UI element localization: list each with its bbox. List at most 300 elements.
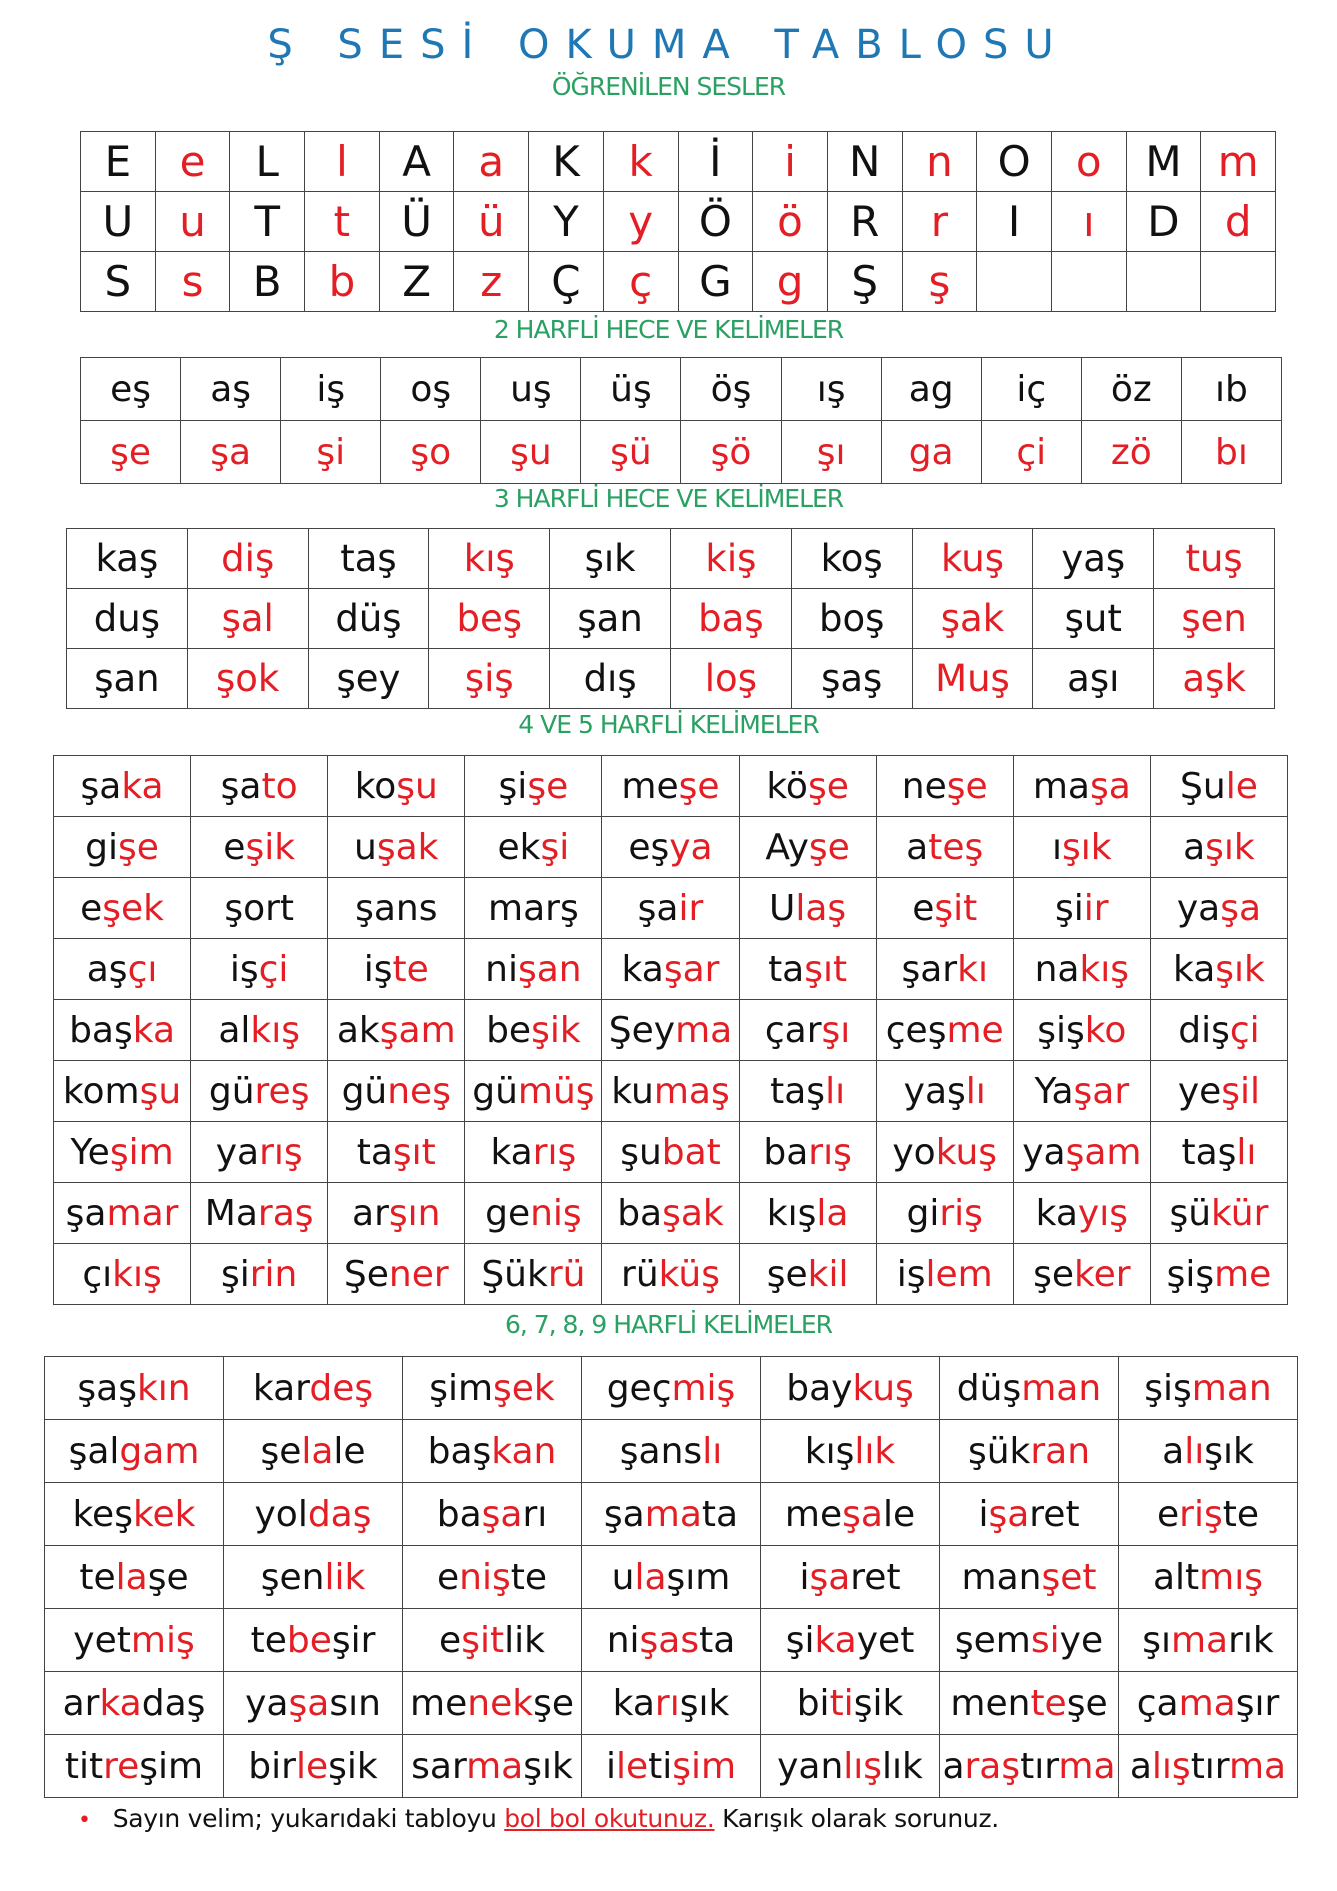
table-cell <box>977 192 1052 252</box>
word-cell <box>582 1546 761 1609</box>
word-cell <box>1150 1244 1287 1305</box>
syllable: kış <box>804 1430 855 1472</box>
table-cell <box>681 421 781 484</box>
cell-text: şan <box>577 597 643 640</box>
syllable: sın <box>329 1682 381 1724</box>
cell-text: şi <box>316 431 346 473</box>
word-cell <box>1119 1483 1298 1546</box>
table-cell <box>187 649 308 709</box>
word-cell <box>465 1183 602 1244</box>
word-cell <box>403 1483 582 1546</box>
table-cell <box>308 589 429 649</box>
syllable: ka <box>132 1009 176 1051</box>
syllable: lı <box>825 1070 846 1112</box>
syllable: şans <box>619 1430 703 1472</box>
syllable: le <box>615 1745 649 1787</box>
word-cell <box>602 939 739 1000</box>
word-cell <box>54 939 191 1000</box>
word-cell <box>191 1061 328 1122</box>
word-cell <box>739 756 876 817</box>
syllable: şet <box>1041 1556 1097 1598</box>
table-cell <box>1201 132 1276 192</box>
word-cell <box>465 1061 602 1122</box>
syllable: lik <box>504 1619 545 1661</box>
syllable: e <box>437 1556 460 1598</box>
word-cell <box>45 1357 224 1420</box>
syllable: şe <box>1033 1253 1075 1295</box>
table-cell <box>550 649 671 709</box>
table-cell <box>454 252 529 312</box>
table-cell <box>912 589 1033 649</box>
word-cell <box>940 1420 1119 1483</box>
syllable: man <box>1021 1367 1102 1409</box>
table-cell <box>1154 649 1275 709</box>
word-cell <box>54 817 191 878</box>
word-cell <box>191 939 328 1000</box>
word-cell <box>328 1000 465 1061</box>
syllable: al <box>218 1009 251 1051</box>
word-cell <box>1013 1000 1150 1061</box>
syllable: reş <box>254 1070 310 1112</box>
syllable: müş <box>517 1070 595 1112</box>
cell-text: ag <box>908 368 954 410</box>
cell-text: kuş <box>940 537 1004 580</box>
cell-text: şiş <box>464 657 514 700</box>
table-row <box>67 529 1275 589</box>
syllable: ya <box>245 1682 289 1724</box>
syllable: şit <box>461 1619 505 1661</box>
syllable: ye <box>1177 1070 1222 1112</box>
cell-text: K <box>552 137 580 186</box>
cell-text: ü <box>477 197 505 246</box>
syllable: rı <box>654 1682 680 1724</box>
table-cell <box>670 649 791 709</box>
section-heading-2-letter: 2 HARFLİ HECE VE KELİMELER <box>493 315 844 344</box>
word-cell <box>328 756 465 817</box>
table-cell <box>81 252 156 312</box>
cell-text: şey <box>336 657 401 700</box>
word-cell <box>1119 1609 1298 1672</box>
syllable: kan <box>491 1430 557 1472</box>
syllable: şı <box>1142 1619 1171 1661</box>
syllable: şek <box>102 887 165 929</box>
word-cell <box>739 1061 876 1122</box>
syllable: ma <box>1170 1619 1229 1661</box>
table-cell <box>67 649 188 709</box>
syllable: la <box>816 1192 849 1234</box>
syllable: re <box>103 1745 140 1787</box>
word-cell <box>602 1244 739 1305</box>
syllable: şar <box>901 948 958 990</box>
cell-text: y <box>628 197 654 246</box>
syllable: bi <box>796 1682 830 1724</box>
syllable: kom <box>62 1070 140 1112</box>
syllable: şık <box>1204 1430 1254 1472</box>
cell-text: şok <box>216 657 280 700</box>
syllable: şek <box>493 1367 555 1409</box>
syllable: gü <box>208 1070 255 1112</box>
syllable: te <box>1222 1493 1259 1535</box>
cell-text: öş <box>710 368 752 410</box>
table-cell <box>678 192 753 252</box>
table-cell <box>429 589 550 649</box>
syllable: şe <box>260 1430 302 1472</box>
cell-text: I <box>1007 197 1021 246</box>
cell-text: L <box>255 137 279 186</box>
syllable: Ma <box>204 1192 258 1234</box>
syllable: şans <box>355 887 438 929</box>
syllable: ge <box>485 1192 531 1234</box>
cell-text: a <box>478 137 505 186</box>
syllable: lış <box>1151 1745 1191 1787</box>
cell-text: r <box>930 197 949 246</box>
word-cell <box>54 1000 191 1061</box>
table-cell <box>381 421 481 484</box>
bullet-icon: • <box>78 1808 91 1833</box>
cell-text: şen <box>1181 597 1247 640</box>
syllable: şık <box>1205 826 1255 868</box>
word-cell <box>328 1183 465 1244</box>
syllable: şa <box>1220 887 1262 929</box>
syllable: şü <box>1169 1192 1212 1234</box>
cell-text: kiş <box>705 537 757 580</box>
syllable: ta <box>356 1131 393 1173</box>
cell-text: çi <box>1016 431 1047 473</box>
word-cell <box>403 1735 582 1798</box>
syllable: şik <box>245 826 296 868</box>
syllable: bat <box>661 1131 721 1173</box>
table-cell <box>67 589 188 649</box>
syllable: şıt <box>804 948 848 990</box>
syllable: şiş <box>1166 1253 1215 1295</box>
syllable: kuş <box>852 1367 914 1409</box>
syllable: şiş <box>1144 1367 1192 1409</box>
word-cell <box>739 878 876 939</box>
word-cell <box>1150 1122 1287 1183</box>
two-letter-table <box>80 357 1282 484</box>
table-cell <box>753 132 828 192</box>
syllable: şim <box>139 1745 204 1787</box>
table-cell <box>230 192 305 252</box>
syllable: şa <box>809 1556 851 1598</box>
word-cell <box>328 878 465 939</box>
syllable: iş <box>896 1253 926 1295</box>
word-cell <box>602 878 739 939</box>
syllable: şu <box>139 1070 182 1112</box>
word-cell <box>224 1609 403 1672</box>
syllable: bay <box>786 1367 853 1409</box>
word-cell <box>191 1000 328 1061</box>
syllable: çeş <box>885 1009 947 1051</box>
word-cell <box>465 878 602 939</box>
syllable: şort <box>224 887 295 929</box>
cell-text: İ <box>709 137 722 186</box>
syllable: şik <box>328 1745 378 1787</box>
word-cell <box>602 1061 739 1122</box>
table-cell <box>977 252 1052 312</box>
syllable: ka <box>490 1131 533 1173</box>
cell-text: ı <box>1082 197 1095 246</box>
cell-text: i <box>784 137 796 186</box>
table-row <box>45 1420 1298 1483</box>
syllable: ek <box>497 826 541 868</box>
table-cell <box>881 421 981 484</box>
table-cell <box>902 132 977 192</box>
word-cell <box>224 1735 403 1798</box>
word-cell <box>191 1122 328 1183</box>
syllable: şın <box>388 1192 441 1234</box>
syllable: u <box>354 826 377 868</box>
cell-text: iç <box>1016 368 1047 410</box>
syllable: kış <box>250 1009 300 1051</box>
word-cell <box>761 1357 940 1420</box>
syllable: şık <box>523 1745 573 1787</box>
table-cell <box>1201 252 1276 312</box>
word-cell <box>465 939 602 1000</box>
syllable: be <box>486 1009 532 1051</box>
syllable: şe <box>678 765 720 807</box>
syllable: şe <box>808 826 850 868</box>
syllable: man <box>1191 1367 1272 1409</box>
syllable: gü <box>341 1070 388 1112</box>
syllable: şi <box>540 826 570 868</box>
syllable: ye <box>1059 1619 1104 1661</box>
word-cell <box>602 1000 739 1061</box>
word-cell <box>940 1357 1119 1420</box>
cell-text: oş <box>410 368 452 410</box>
table-cell <box>429 529 550 589</box>
table-cell <box>481 421 581 484</box>
word-cell <box>876 1122 1013 1183</box>
cell-text: ga <box>908 431 954 473</box>
word-cell <box>45 1483 224 1546</box>
table-row <box>45 1357 1298 1420</box>
syllable: ka <box>612 1682 655 1724</box>
syllable: şe <box>147 1556 189 1598</box>
word-cell <box>940 1483 1119 1546</box>
cell-text: bı <box>1215 431 1248 473</box>
cell-text: şo <box>410 431 452 473</box>
cell-text: şu <box>510 431 552 473</box>
word-cell <box>761 1420 940 1483</box>
cell-text: kış <box>463 537 515 580</box>
word-cell <box>465 817 602 878</box>
word-cell <box>1150 756 1287 817</box>
syllable: şim <box>429 1367 494 1409</box>
table-cell <box>791 589 912 649</box>
table-cell <box>305 252 380 312</box>
word-cell <box>739 817 876 878</box>
syllable: şu <box>620 1131 662 1173</box>
cell-text: N <box>849 137 881 186</box>
syllable: le <box>1225 765 1258 807</box>
syllable: şı <box>821 1009 851 1051</box>
syllable: Ay <box>765 826 809 868</box>
syllable: mış <box>1199 1556 1263 1598</box>
syllable: alt <box>1152 1556 1200 1598</box>
syllable: ma <box>675 1009 733 1051</box>
table-cell <box>429 649 550 709</box>
syllable: kar <box>252 1367 310 1409</box>
syllable: kuş <box>935 1131 998 1173</box>
word-cell <box>739 1122 876 1183</box>
syllable: şa <box>481 1493 523 1535</box>
table-cell <box>1051 132 1126 192</box>
cell-text: U <box>102 197 134 246</box>
table-cell <box>379 252 454 312</box>
syllable: marş <box>488 887 579 929</box>
syllable: niş <box>530 1192 582 1234</box>
page-title: Ş SESİ OKUMA TABLOSU <box>267 22 1070 68</box>
syllable: Şe <box>343 1253 389 1295</box>
table-cell <box>678 252 753 312</box>
cell-text: Muş <box>935 657 1010 700</box>
table-cell <box>670 529 791 589</box>
cell-text: b <box>328 257 356 306</box>
table-cell <box>155 192 230 252</box>
syllable: şık <box>679 1682 730 1724</box>
word-cell <box>1119 1546 1298 1609</box>
table-cell <box>454 192 529 252</box>
word-cell <box>1119 1672 1298 1735</box>
table-row <box>54 1244 1288 1305</box>
four-five-letter-table <box>53 755 1288 1305</box>
table-row <box>81 132 1276 192</box>
cell-text: şan <box>94 657 160 700</box>
table-cell <box>781 358 881 421</box>
table-cell <box>902 252 977 312</box>
syllable: ma <box>1032 765 1090 807</box>
syllable: şit <box>934 887 978 929</box>
cell-text: aşk <box>1182 657 1246 700</box>
syllable: me <box>946 1009 1004 1051</box>
syllable: ni <box>606 1619 640 1661</box>
syllable: şık <box>1215 948 1265 990</box>
syllable: şam <box>1065 1131 1142 1173</box>
word-cell <box>328 817 465 878</box>
word-cell <box>1150 939 1287 1000</box>
table-row <box>81 252 1276 312</box>
cell-text: baş <box>698 597 764 640</box>
syllable: şik <box>853 1682 904 1724</box>
cell-text: şak <box>940 597 1005 640</box>
table-cell <box>1033 529 1154 589</box>
syllable: şim <box>109 1131 174 1173</box>
cell-text: ç <box>629 257 653 306</box>
learned-sounds-table <box>80 131 1276 312</box>
syllable: Şu <box>1180 765 1226 807</box>
syllable: çi <box>1229 1009 1260 1051</box>
cell-text: şö <box>710 431 752 473</box>
syllable: ba <box>436 1493 482 1535</box>
syllable: ma <box>1228 1745 1287 1787</box>
table-cell <box>603 252 678 312</box>
cell-text: ş <box>928 257 951 306</box>
word-cell <box>761 1735 940 1798</box>
syllable: taş <box>770 1070 826 1112</box>
syllable: ka <box>99 1682 142 1724</box>
word-cell <box>582 1609 761 1672</box>
table-cell <box>481 358 581 421</box>
cell-text: üş <box>610 368 652 410</box>
syllable: ran <box>1030 1430 1091 1472</box>
syllable: ma <box>1058 1745 1116 1787</box>
table-row <box>54 817 1288 878</box>
syllable: kil <box>807 1253 849 1295</box>
cell-text: n <box>926 137 953 186</box>
cell-text: şal <box>221 597 274 640</box>
table-cell <box>529 252 604 312</box>
syllable: te <box>250 1619 287 1661</box>
syllable: çı <box>127 948 158 990</box>
syllable: riş <box>939 1192 983 1234</box>
syllable: men <box>950 1682 1031 1724</box>
table-cell <box>1051 192 1126 252</box>
table-cell <box>454 132 529 192</box>
syllable: e <box>439 1619 462 1661</box>
syllable: lı <box>702 1430 723 1472</box>
syllable: şar <box>1073 1070 1130 1112</box>
table-cell <box>912 649 1033 709</box>
syllable: şa <box>988 1493 1030 1535</box>
syllable: a <box>1129 1745 1152 1787</box>
cell-text: E <box>104 137 132 186</box>
syllable: şe <box>527 765 569 807</box>
syllable: lık <box>854 1430 896 1472</box>
syllable: na <box>1034 948 1080 990</box>
word-cell <box>1013 756 1150 817</box>
word-cell <box>45 1546 224 1609</box>
syllable: tır <box>1190 1745 1229 1787</box>
table-cell <box>902 192 977 252</box>
cell-text: eş <box>110 368 151 410</box>
cell-text: Ü <box>401 197 432 246</box>
table-cell <box>305 192 380 252</box>
word-cell <box>876 1244 1013 1305</box>
table-cell <box>1154 589 1275 649</box>
word-cell <box>45 1609 224 1672</box>
cell-text: ış <box>816 368 846 410</box>
syllable: lik <box>324 1556 366 1598</box>
word-cell <box>54 1244 191 1305</box>
syllable: geç <box>606 1367 672 1409</box>
word-cell <box>602 817 739 878</box>
cell-text: uş <box>510 368 552 410</box>
syllable: ir <box>1083 887 1109 929</box>
word-cell <box>602 1183 739 1244</box>
syllable: yan <box>777 1745 844 1787</box>
syllable: şen <box>260 1556 325 1598</box>
table-cell <box>187 589 308 649</box>
word-cell <box>224 1483 403 1546</box>
word-cell <box>582 1672 761 1735</box>
syllable: raş <box>257 1192 314 1234</box>
cell-text: k <box>628 137 653 186</box>
table-cell <box>81 132 156 192</box>
cell-text: şü <box>610 431 652 473</box>
cell-text: düş <box>335 597 402 640</box>
syllable: rin <box>249 1253 298 1295</box>
cell-text: aşı <box>1067 657 1120 700</box>
syllable: şil <box>1221 1070 1261 1112</box>
syllable: ka <box>1172 948 1216 990</box>
word-cell <box>191 1183 328 1244</box>
cell-text: l <box>336 137 348 186</box>
word-cell <box>54 1061 191 1122</box>
syllable: gi <box>906 1192 940 1234</box>
table-cell <box>1126 132 1201 192</box>
syllable: me <box>410 1682 468 1724</box>
